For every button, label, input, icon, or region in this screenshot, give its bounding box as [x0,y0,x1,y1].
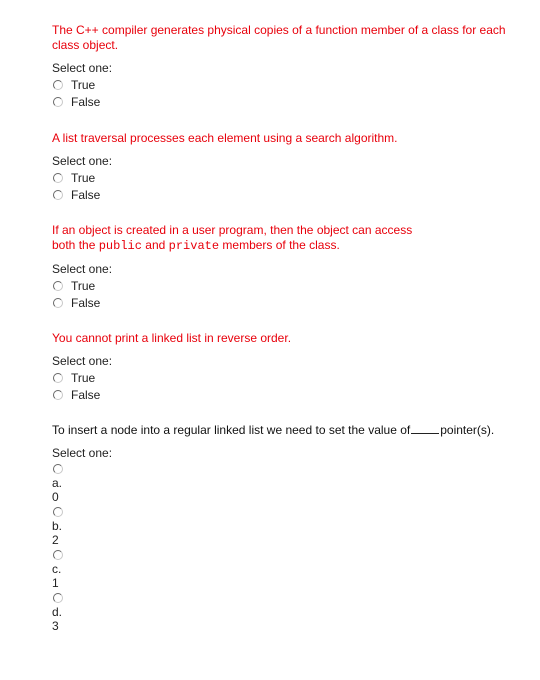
question-5-text-part: To insert a node into a regular linked list we need to set the value of [52,423,411,437]
q3-option-true[interactable] [52,277,522,294]
question-1 [52,23,522,110]
question-5 [52,423,532,633]
question-2-text: A list traversal processes each element using a search algorithm. [52,131,398,145]
question-4-text: You cannot print a linked list in reverse order. [52,331,292,345]
option-letter: a. [52,476,63,490]
radio-button[interactable] [53,281,63,291]
question-3-line-1: If an object is created in a user program, then the object can access [52,223,413,237]
radio-button[interactable] [53,373,63,383]
q1-option-false[interactable] [52,93,522,110]
code-private: private [168,239,220,253]
radio-button[interactable] [53,173,63,183]
q5-option-a[interactable] [52,464,532,504]
q4-option-false[interactable] [52,386,522,403]
code-public: public [98,239,142,253]
q4-option-true[interactable] [52,369,522,386]
question-2 [52,131,522,203]
select-one-label: Select one: [52,446,113,460]
question-3-text [52,223,522,254]
question-3-text-part: and [141,238,169,252]
radio-button[interactable] [53,80,63,90]
question-3-text-part: both the [52,238,99,252]
radio-button[interactable] [53,464,63,474]
option-value: 0 [52,490,59,504]
option-label: False [71,94,101,109]
radio-button[interactable] [53,97,63,107]
radio-button[interactable] [53,298,63,308]
option-letter: d. [52,605,63,619]
question-3-text-part: members of the class. [219,238,340,252]
q2-option-true[interactable] [52,169,522,186]
option-label: False [71,295,101,310]
select-one-label: Select one: [52,61,113,75]
q5-option-b[interactable] [52,507,532,547]
option-label: False [71,387,101,402]
option-label: True [71,77,96,92]
q2-option-false[interactable] [52,186,522,203]
option-label: True [71,370,96,385]
question-5-text-part: pointer(s). [440,423,495,437]
option-label: True [71,170,96,185]
q1-option-true[interactable] [52,76,522,93]
select-one-label: Select one: [52,354,113,368]
option-value: 1 [52,576,59,590]
question-5-text [52,423,532,438]
option-value: 2 [52,533,59,547]
option-letter: b. [52,519,63,533]
q5-option-d[interactable] [52,593,532,633]
radio-button[interactable] [53,190,63,200]
option-label: False [71,187,101,202]
select-one-label: Select one: [52,154,113,168]
option-label: True [71,278,96,293]
question-3 [52,223,522,311]
option-value: 3 [52,619,59,633]
radio-button[interactable] [53,550,63,560]
radio-button[interactable] [53,507,63,517]
option-letter: c. [52,562,62,576]
q5-option-c[interactable] [52,550,532,590]
select-one-label: Select one: [52,262,113,276]
question-4 [52,331,522,403]
question-1-text: The C++ compiler generates physical copies of a function member of a class for each class object. [52,23,506,52]
fill-in-blank [411,424,439,434]
radio-button[interactable] [53,390,63,400]
radio-button[interactable] [53,593,63,603]
q3-option-false[interactable] [52,294,522,311]
